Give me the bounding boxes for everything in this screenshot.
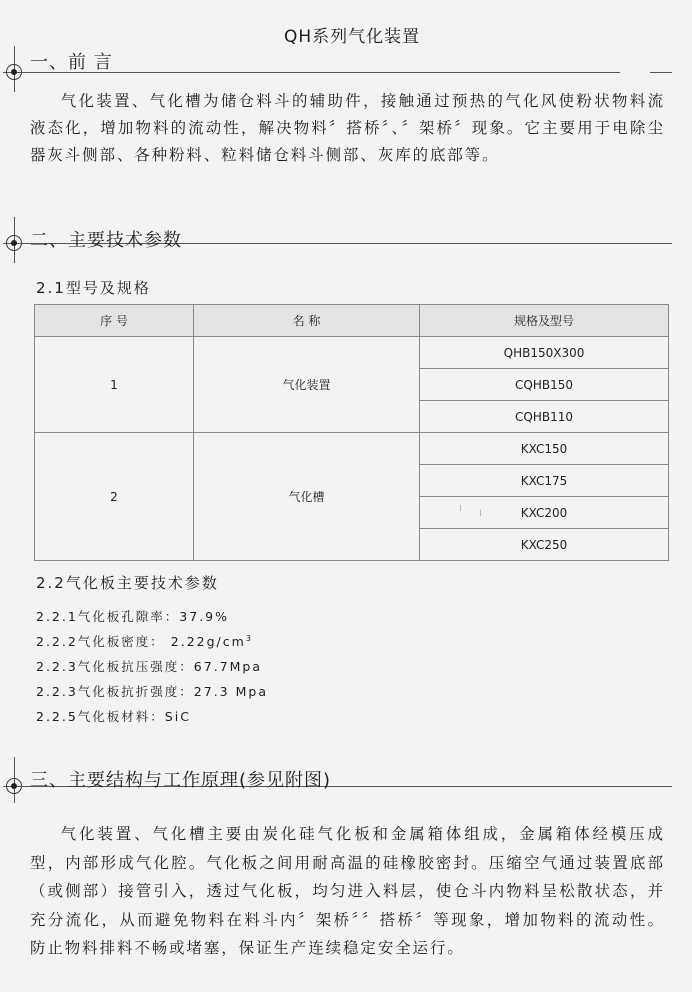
table-row	[35, 433, 669, 465]
subsection-heading-models: 2.1型号及规格	[36, 279, 151, 297]
model-cell: CQHB110	[420, 401, 669, 433]
model-cell: KXC150	[420, 433, 669, 465]
foreword-text: 气化装置、气化槽为储仓料斗的辅助件，接触通过预热的气化风使粉状物料流液态化，增加物料的流动性，解决物料〞搭桥〞、〞架桥〞现象。它主要用于电除尘器灰斗侧部、各种粉料、粒料储仓料斗侧部、灰库的底部等。	[30, 92, 665, 164]
spec-line: 2.2.5气化板材料：SiC	[36, 709, 191, 724]
column-header-number: 序 号	[35, 305, 194, 337]
spec-line: 2.2.1气化板孔隙率：37.9%	[36, 609, 230, 624]
structure-paragraph	[30, 820, 665, 963]
row-name-cell: 气化槽	[194, 433, 420, 561]
scan-speck	[460, 505, 461, 511]
model-cell: KXC250	[420, 529, 669, 561]
scan-speck	[480, 510, 481, 516]
model-cell: KXC175	[420, 465, 669, 497]
column-header-name: 名 称	[194, 305, 420, 337]
structure-text: 气化装置、气化槽主要由炭化硅气化板和金属箱体组成，金属箱体经模压成型，内部形成气化腔。气化板之间用耐高温的硅橡胶密封。压缩空气通过装置底部（或侧部）接管引入，透过气化板，均匀进入料层，使仓斗内物料呈松散状态，并充分流化，从而避免物料在料斗内〞架桥〞〞搭桥〞等现象，增加物料的流动性。防止物料排料不畅或堵塞，保证生产连续稳定安全运行。	[30, 825, 665, 957]
section-heading-structure: 三、主要结构与工作原理(参见附图)	[30, 770, 332, 791]
foreword-paragraph	[30, 88, 665, 169]
section-divider	[650, 72, 672, 73]
spec-line-text: 2.2.2气化板密度： 2.22g/cm	[36, 634, 246, 649]
spec-line: 2.2.3气化板抗压强度：67.7Mpa	[36, 659, 263, 674]
section-heading-parameters: 二、主要技术参数	[30, 230, 182, 251]
model-cell: CQHB150	[420, 369, 669, 401]
subsection-heading-plate-params: 2.2气化板主要技术参数	[36, 574, 219, 592]
model-spec-table	[34, 304, 669, 561]
table-header-row	[35, 305, 669, 337]
column-header-model: 规格及型号	[420, 305, 669, 337]
section-heading-foreword: 一、前 言	[30, 52, 113, 73]
unit-superscript: 3	[245, 633, 253, 643]
model-cell: KXC200	[420, 497, 669, 529]
row-number-cell: 2	[35, 433, 194, 561]
row-name-cell: 气化装置	[194, 337, 420, 433]
spec-line	[36, 632, 253, 650]
spec-line: 2.2.3气化板抗折强度：27.3 Mpa	[36, 684, 268, 699]
model-cell: QHB150X300	[420, 337, 669, 369]
document-title: QH系列气化装置	[284, 27, 421, 47]
table-row	[35, 337, 669, 369]
row-number-cell: 1	[35, 337, 194, 433]
